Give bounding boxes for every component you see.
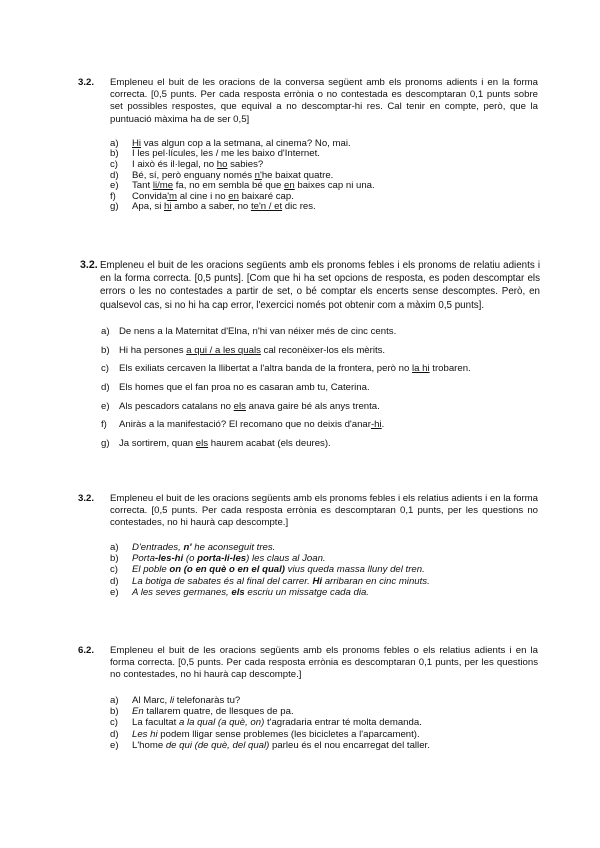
- item-text: [132, 717, 422, 728]
- item-text: [132, 695, 240, 706]
- answer-fill: a qui / a les quals: [186, 344, 261, 356]
- item-text-fragment: Bé, sí, però enguany només: [132, 169, 255, 181]
- item-text-fragment: baixaré cap.: [238, 190, 294, 202]
- exercise-number: 3.2.: [78, 77, 95, 88]
- answer-fill: li: [169, 694, 175, 706]
- answer-item: [110, 576, 538, 587]
- answer-item: [110, 564, 538, 575]
- answer-fill: hi: [164, 201, 172, 213]
- item-label: f): [110, 190, 116, 202]
- item-text: [132, 564, 425, 575]
- answer-fill: en: [284, 180, 295, 192]
- answer-item: [110, 695, 538, 706]
- item-text-fragment: Els exiliats cercaven la llibertat a l'altra banda de la frontera, però no: [119, 363, 413, 375]
- item-text: [119, 323, 396, 342]
- item-label: f): [101, 419, 107, 431]
- answer-fill: -les-hi: [154, 552, 184, 564]
- item-text: [119, 435, 331, 454]
- answer-item: [101, 323, 540, 342]
- answer-fill: Les hi: [132, 728, 158, 740]
- exercise-instructions: Empleneu el buit de les oracions següents amb els pronoms febles i els relatius adients i en la forma correcta. [0,5 punts. Per cada resposta errònia es descomptaran 0,1 punts, per les questions no contestades, no hi haurà cap descompte.]: [110, 493, 538, 529]
- answer-fill: els: [233, 400, 246, 412]
- item-text: [132, 729, 420, 740]
- item-text-fragment: Al Marc,: [132, 694, 170, 706]
- item-text-fragment: cal reconèixer-los els mèrits.: [260, 344, 386, 356]
- item-label: a): [110, 541, 119, 553]
- answer-fill: en: [228, 190, 239, 202]
- answer-item: [110, 542, 538, 553]
- answer-fill: 'm: [167, 190, 178, 202]
- item-text-fragment: anava gaire bé als anys trenta.: [245, 400, 380, 412]
- answer-fill: li/me: [152, 180, 174, 192]
- item-text-fragment: Ja sortirem, quan: [119, 437, 196, 449]
- answer-item: [110, 587, 538, 598]
- item-text: [119, 342, 385, 361]
- item-text-fragment: Tant: [132, 180, 153, 192]
- item-text-fragment: al cine i no: [177, 190, 229, 202]
- item-label: b): [110, 552, 119, 564]
- answer-item: [110, 729, 538, 740]
- item-text-fragment: I això és il·legal, no: [132, 159, 217, 170]
- answer-item: [101, 416, 540, 435]
- answer-item: [101, 435, 540, 454]
- answer-fill: En: [132, 705, 144, 717]
- answer-item: [110, 553, 538, 564]
- item-text-fragment: podem lligar sense problemes (les bicicletes a l'aparcament).: [157, 728, 420, 740]
- exercise-number: 3.2.: [78, 493, 95, 504]
- item-label: b): [101, 344, 110, 356]
- answer-list: [110, 542, 538, 598]
- answer-fill: de qui (de què, del qual): [165, 739, 270, 751]
- answer-item: [110, 706, 538, 717]
- exercise-number: 6.2.: [78, 645, 95, 656]
- item-text: [132, 706, 294, 717]
- answer-fill: La botiga de sabates és al final del carrer.: [132, 575, 313, 587]
- answer-fill: n': [254, 169, 262, 181]
- item-label: b): [110, 705, 119, 717]
- item-text-fragment: La facultat: [132, 717, 179, 729]
- item-text-fragment: Apa, si: [132, 201, 164, 213]
- item-text-fragment: baixes cap ni una.: [294, 180, 375, 192]
- item-label: e): [110, 180, 119, 192]
- answer-fill: arribaran en cinc minuts.: [322, 575, 430, 587]
- item-text-fragment: L'home: [132, 739, 166, 751]
- exercise-relatives: [80, 259, 540, 454]
- answer-fill: a la qual (a què, on): [178, 717, 265, 729]
- item-text-fragment: fa, no em sembla bé que: [173, 180, 285, 192]
- exercise-instructions: Empleneu el buit de les oracions següents amb els pronoms febles o els relatius adients i en la forma correcta. [0,5 punts. Per cada resposta errònia es descomptaran 0,1 punts, per les questions no contestades, no hi haurà cap descompte.]: [110, 645, 538, 681]
- answer-list: [110, 695, 538, 751]
- answer-fill: els: [195, 437, 209, 449]
- item-label: b): [110, 148, 119, 160]
- item-text: [132, 576, 430, 587]
- item-label: e): [110, 586, 119, 598]
- answer-fill: te'n / et: [250, 201, 283, 213]
- answer-list: [110, 139, 538, 213]
- answer-fill: D'entrades,: [132, 541, 184, 553]
- answer-item: [101, 342, 540, 361]
- item-text-fragment: Els homes que el fan proa no es casaran amb tu, Caterina.: [119, 381, 370, 393]
- item-text-fragment: I les pel·lícules, les / me les baixo d'Internet.: [132, 148, 320, 160]
- answer-item: [101, 398, 540, 417]
- item-text-fragment: tallarem quatre, de llesques de pa.: [143, 705, 294, 717]
- item-label: g): [110, 201, 119, 213]
- item-label: d): [110, 728, 119, 740]
- exercise-header: [78, 77, 538, 126]
- item-text-fragment: Hi ha persones: [119, 344, 187, 356]
- answer-item: [110, 740, 538, 751]
- answer-fill: ) les claus al Joan.: [246, 552, 326, 564]
- answer-fill: Hi: [132, 137, 142, 149]
- exercise-instructions: Empleneu el buit de les oracions següents amb els pronoms febles i els pronoms de relatiu adients i en la forma correcta. [0,5 punts]. [Com que hi ha set opcions de resposta, es poden descomptar els errors o les no contestades a partir de set, o bé comptar els encerts sense descomptes. Però, en qualsevol cas, si no hi ha cap error, l'exercici només pot obtenir com a màxim 0,5 punts].: [100, 260, 540, 311]
- answer-fill: on (o en què o en el qual): [169, 564, 286, 576]
- exercise-header: [80, 259, 540, 312]
- item-text-fragment: dic res.: [282, 201, 316, 213]
- exercise-header: [78, 493, 538, 530]
- item-label: c): [110, 564, 118, 576]
- answer-fill: escriu un missatge cada dia.: [244, 586, 369, 598]
- item-label: d): [110, 169, 119, 181]
- answer-fill: vius queda massa lluny del tren.: [285, 564, 425, 576]
- item-label: a): [101, 325, 110, 337]
- answer-fill: A les seves germanes,: [132, 586, 232, 598]
- item-label: c): [110, 159, 118, 170]
- item-text: [119, 398, 380, 417]
- answer-item: [101, 360, 540, 379]
- item-text: [132, 542, 275, 553]
- item-text-fragment: t'agradaria entrar té molta demanda.: [264, 717, 422, 729]
- item-text: [119, 416, 384, 435]
- item-text: [119, 360, 471, 379]
- answer-list: [101, 323, 540, 454]
- item-text-fragment: trobaren.: [429, 363, 471, 375]
- item-text: [132, 740, 430, 751]
- answer-fill: la hi: [412, 363, 430, 375]
- item-label: a): [110, 137, 119, 149]
- item-text-fragment: haurem acabat (els deures).: [208, 437, 331, 449]
- item-label: c): [110, 717, 118, 729]
- item-label: c): [101, 363, 109, 375]
- answer-fill: n': [183, 541, 192, 553]
- item-text-fragment: he baixat quatre.: [261, 169, 334, 181]
- item-label: g): [101, 437, 110, 449]
- answer-fill: els: [231, 586, 245, 598]
- item-text-fragment: vas algun cop a la setmana, al cinema? No, mai.: [141, 137, 351, 149]
- item-text: [132, 202, 316, 213]
- answer-fill: Porta: [132, 552, 155, 564]
- item-text-fragment: Convida: [132, 190, 168, 202]
- answer-fill: (o: [183, 552, 198, 564]
- answer-fill: porta-li-les: [197, 552, 247, 564]
- exercise-header: [78, 645, 538, 682]
- exercise-pronouns-relatives: [78, 493, 538, 598]
- answer-fill: ho: [216, 159, 228, 170]
- item-text-fragment: De nens a la Maternitat d'Elna, n'hi van néixer més de cinc cents.: [119, 325, 397, 337]
- exercise-pronouns-relatives-2: [78, 645, 538, 751]
- item-text-fragment: Als pescadors catalans no: [119, 400, 234, 412]
- answer-item: [110, 717, 538, 728]
- answer-item: [101, 379, 540, 398]
- item-text: [132, 587, 369, 598]
- item-text-fragment: ambo a saber, no: [171, 201, 251, 213]
- item-text: [119, 379, 370, 398]
- item-text-fragment: parleu és el nou encarregat del taller.: [269, 739, 430, 751]
- item-text-fragment: Aniràs a la manifestació? El recomano que no deixis d'anar: [119, 419, 371, 431]
- item-text-fragment: telefonaràs tu?: [174, 694, 241, 706]
- exercise-conversation: [78, 77, 538, 213]
- item-label: e): [110, 739, 119, 751]
- item-label: e): [101, 400, 110, 412]
- item-text-fragment: .: [381, 419, 385, 431]
- answer-fill: Hi: [312, 575, 323, 587]
- item-label: a): [110, 694, 119, 706]
- item-text: [132, 553, 326, 564]
- answer-fill: El poble: [132, 564, 170, 576]
- exercise-instructions: Empleneu el buit de les oracions de la conversa següent amb els pronoms adients i en la forma correcta. [0,5 punts. Per cada resposta errònia o no contestada es descomptaran 0,1 punts sobre set possibles respostes, que equival a no descomptar-hi res. Cal tenir en compte, però, que la puntuació màxima ha de ser 0,5]: [110, 77, 538, 125]
- item-label: d): [110, 575, 119, 587]
- answer-fill: -hi: [370, 419, 382, 431]
- exercise-number: 3.2.: [80, 259, 98, 271]
- answer-item: [110, 202, 538, 213]
- answer-fill: he aconseguit tres.: [191, 541, 276, 553]
- item-label: d): [101, 381, 110, 393]
- item-text-fragment: sabies?: [227, 159, 264, 170]
